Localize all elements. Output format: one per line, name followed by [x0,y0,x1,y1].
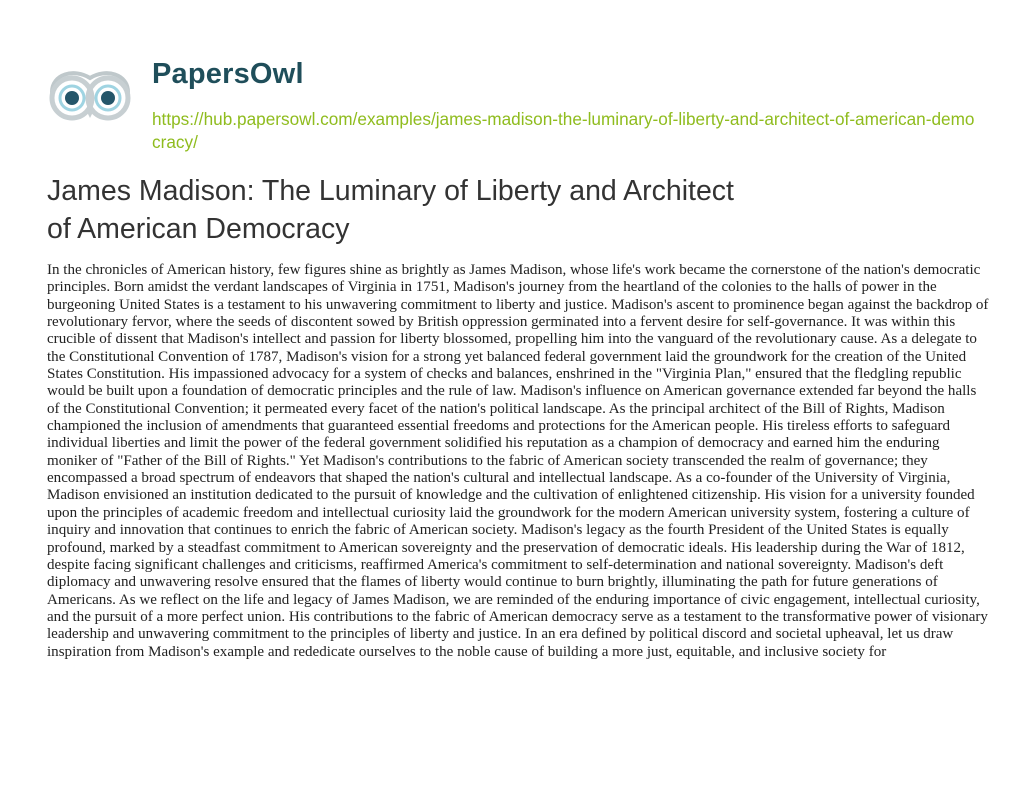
essay-title: James Madison: The Luminary of Liberty and Architect of American Democracy [47,175,734,245]
site-header [48,34,988,154]
brand-name[interactable]: PapersOwl [152,58,304,90]
essay-body: In the chronicles of American history, few figures shine as brightly as James Madison, whose life's work became the cornerstone of the nation's democratic principles. Born amidst the verdant landscapes of Virginia in 1751, Madison's journey from the heartland of the colonies to the halls of power in the burgeoning United States is a testament to his unwavering commitment to liberty and justice. Madison's ascent to prominence began against the backdrop of revolutionary fervor, where the seeds of discontent sowed by British oppression germinated into a fervent desire for self-governance. It was within this crucible of dissent that Madison's intellect and passion for liberty blossomed, propelling him into the vanguard of the revolutionary cause. As a delegate to the Constitutional Convention of 1787, Madison's vision for a strong yet balanced federal government laid the groundwork for the creation of the United States Constitution. His impassioned advocacy for a system of checks and balances, enshrined in the "Virginia Plan," ensured that the fledgling republic would be built upon a foundation of democratic principles and the rule of law. Madison's influence on American governance extended far beyond the halls of the Constitutional Convention; it permeated every facet of the nation's political landscape. As the principal architect of the Bill of Rights, Madison championed the inclusion of amendments that guaranteed essential freedoms and protections for the American people. His tireless efforts to safeguard individual liberties and limit the power of the federal government solidified his reputation as a champion of democracy and earned him the enduring moniker of "Father of the Bill of Rights." Yet Madison's contributions to the fabric of American society transcended the realm of governance; they encompassed a broad spectrum of endeavors that shaped the nation's cultural and intellectual landscape. As a co-founder of the University of Virginia, Madison envisioned an institution dedicated to the pursuit of knowledge and the cultivation of enlightened citizenship. His vision for a university founded upon the principles of academic freedom and intellectual curiosity laid the groundwork for the modern American university system, fostering a culture of inquiry and innovation that continues to enrich the fabric of American society. Madison's legacy as the fourth President of the United States is equally profound, marked by a steadfast commitment to American sovereignty and the preservation of democratic ideals. His leadership during the War of 1812, despite facing significant challenges and criticisms, reaffirmed America's commitment to self-determination and national sovereignty. Madison's deft diplomacy and unwavering resolve ensured that the flames of liberty would continue to burn brightly, illuminating the path for future generations of Americans. As we reflect on the life and legacy of James Madison, we are reminded of the enduring importance of civic engagement, intellectual curiosity, and the pursuit of a more perfect union. His contributions to the fabric of American democracy serve as a testament to the transformative power of visionary leadership and unwavering commitment to the principles of liberty and justice. In an era defined by political discord and societal upheaval, let us draw inspiration from Madison's example and rededicate ourselves to the noble cause of building a more just, equitable, and inclusive society for [47,262,989,660]
source-url-link[interactable]: https://hub.papersowl.com/examples/james-madison-the-luminary-of-liberty-and-architect-of-american-democracy/ [152,109,975,152]
owl-logo-icon[interactable] [48,64,132,124]
